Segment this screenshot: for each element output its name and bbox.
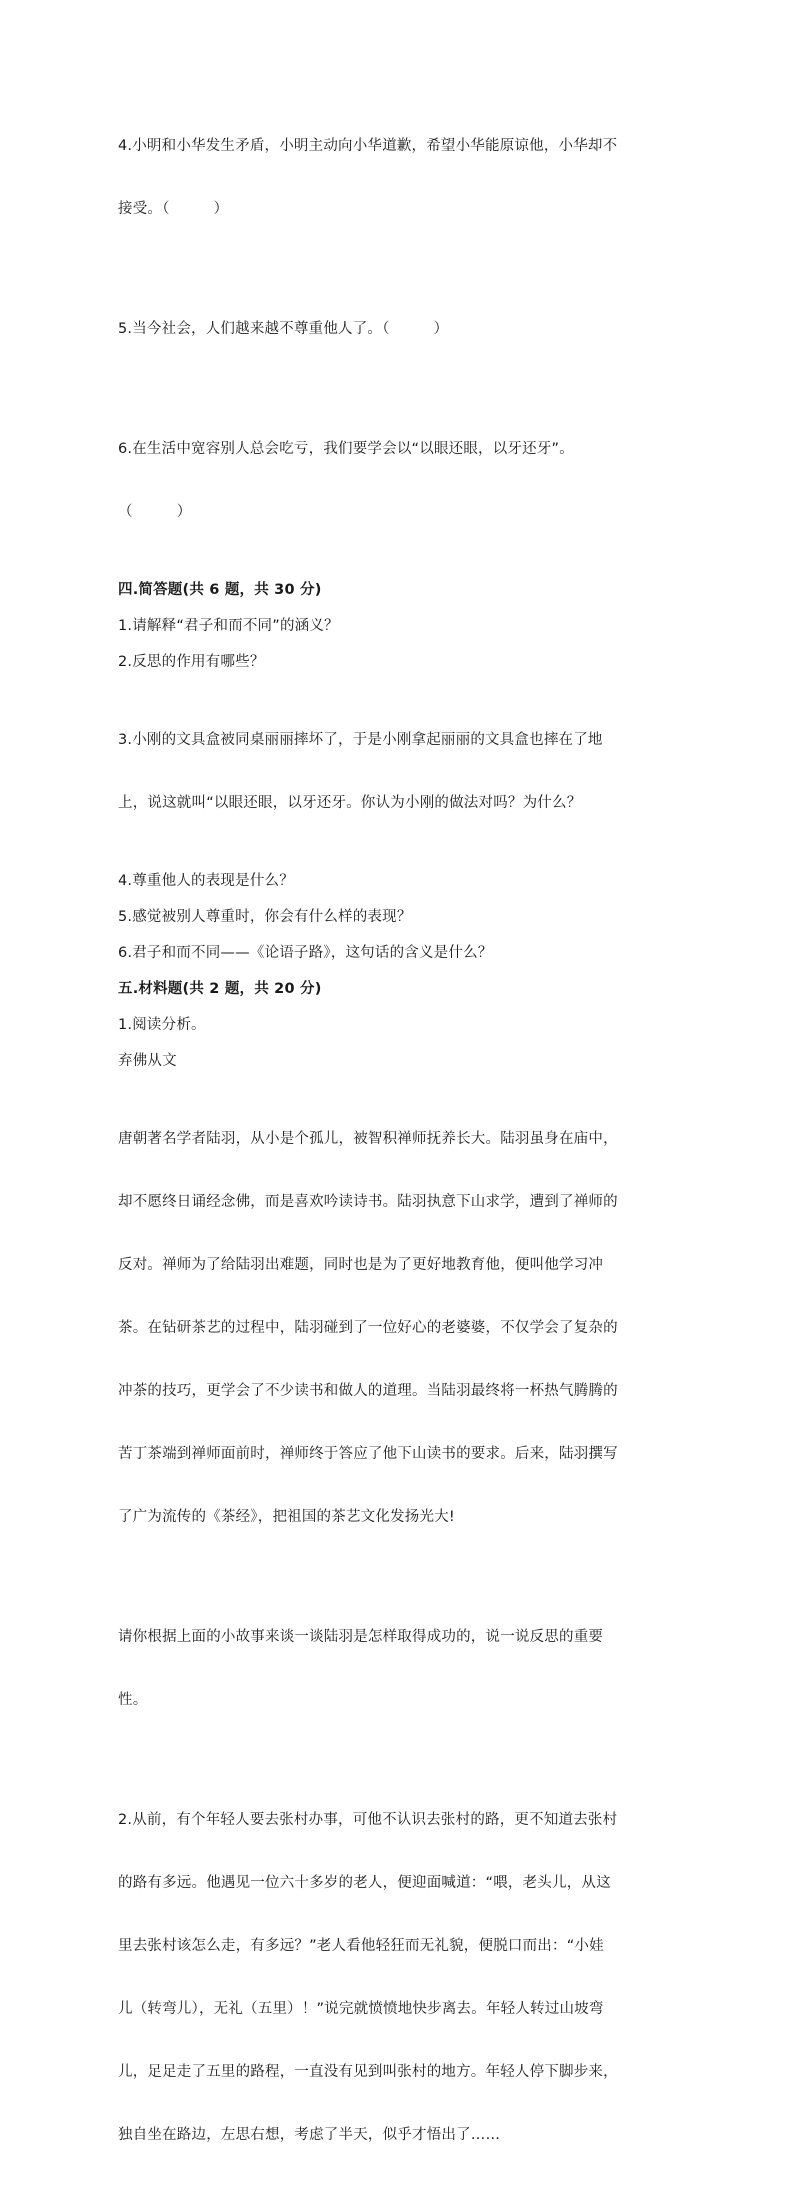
- material-question-2-line: 里去张村该怎么走，有多远？”老人看他轻狂而无礼貌，便脱口而出：“小娃: [118, 1938, 604, 1954]
- tf-question-4-line-1: 4.小明和小华发生矛盾，小明主动向小华道歉，希望小华能原谅他，小华却不: [118, 138, 618, 154]
- material-question-2-line: 2.从前，有个年轻人要去张村办事，可他不认识去张村的路，更不知道去张村: [118, 1812, 618, 1828]
- material-question-1: 1.阅读分析。: [118, 1017, 206, 1033]
- tf-question-5: [118, 277, 678, 382]
- story-line: 了广为流传的《茶经》，把祖国的茶艺文化发扬光大!: [118, 1509, 455, 1525]
- material-question-2-line: 儿，足足走了五里的路程，一直没有见到叫张村的地方。年轻人停下脚步来，: [118, 2064, 618, 2080]
- short-answer-question-6: 6.君子和而不同——《论语子路》，这句话的含义是什么？: [118, 945, 493, 961]
- short-answer-question-2: 2.反思的作用有哪些？: [118, 654, 265, 670]
- tf-question-5-line-1: 5.当今社会，人们越来越不尊重他人了。（ ）: [118, 321, 449, 337]
- material-question-2-line: 的路有多远。他遇见一位六十多岁的老人，便迎面喊道：“喂，老头儿，从这: [118, 1875, 611, 1891]
- material-question-2: [118, 1768, 678, 2188]
- tf-question-4-line-2: 接受。（ ）: [118, 201, 229, 217]
- material-question-2-line: 儿（转弯儿），无礼（五里）！”说完就愤愤地快步离去。年轻人转过山坡弯: [118, 2001, 604, 2017]
- section-4-heading: 四.简答题(共 6 题，共 30 分): [118, 582, 322, 598]
- story-prompt-line-2: 性。: [118, 1692, 148, 1708]
- section-5-heading: 五.材料题(共 2 题，共 20 分): [118, 981, 322, 997]
- story-title: 弃佛从文: [118, 1053, 177, 1069]
- short-answer-question-4: 4.尊重他人的表现是什么？: [118, 873, 294, 889]
- material-question-2-line: 独自坐在路边，左思右想，考虑了半天，似乎才悟出了……: [118, 2127, 501, 2143]
- short-answer-question-3: [118, 688, 678, 856]
- story-passage: [118, 1087, 678, 1570]
- short-answer-question-3-line-1: 3.小刚的文具盒被同桌丽丽摔坏了，于是小刚拿起丽丽的文具盒也摔在了地: [118, 732, 603, 748]
- story-line: 却不愿终日诵经念佛，而是喜欢吟读诗书。陆羽执意下山求学，遭到了禅师的: [118, 1194, 618, 1210]
- short-answer-question-5: 5.感觉被别人尊重时，你会有什么样的表现？: [118, 909, 412, 925]
- short-answer-question-1: 1.请解释“君子和而不同”的涵义？: [118, 618, 339, 634]
- short-answer-question-3-line-2: 上，说这就叫“以眼还眼，以牙还牙。你认为小刚的做法对吗？为什么？: [118, 795, 582, 811]
- story-line: 唐朝著名学者陆羽，从小是个孤儿，被智积禅师抚养长大。陆羽虽身在庙中，: [118, 1131, 618, 1147]
- tf-question-4: [118, 94, 678, 262]
- tf-question-6: [118, 397, 678, 565]
- worksheet-page: [118, 94, 678, 2203]
- story-line: 茶。在钻研茶艺的过程中，陆羽碰到了一位好心的老婆婆，不仅学会了复杂的: [118, 1320, 618, 1336]
- story-line: 冲茶的技巧，更学会了不少读书和做人的道理。当陆羽最终将一杯热气腾腾的: [118, 1383, 618, 1399]
- tf-question-6-line-2: （ ）: [118, 504, 192, 520]
- story-prompt: [118, 1585, 678, 1753]
- story-line: 反对。禅师为了给陆羽出难题，同时也是为了更好地教育他，便叫他学习冲: [118, 1257, 604, 1273]
- story-line: 苦丁茶端到禅师面前时，禅师终于答应了他下山读书的要求。后来，陆羽撰写: [118, 1446, 618, 1462]
- tf-question-6-line-1: 6.在生活中宽容别人总会吃亏，我们要学会以“以眼还眼，以牙还牙”。: [118, 441, 574, 457]
- story-prompt-line-1: 请你根据上面的小故事来谈一谈陆羽是怎样取得成功的，说一说反思的重要: [118, 1629, 604, 1645]
